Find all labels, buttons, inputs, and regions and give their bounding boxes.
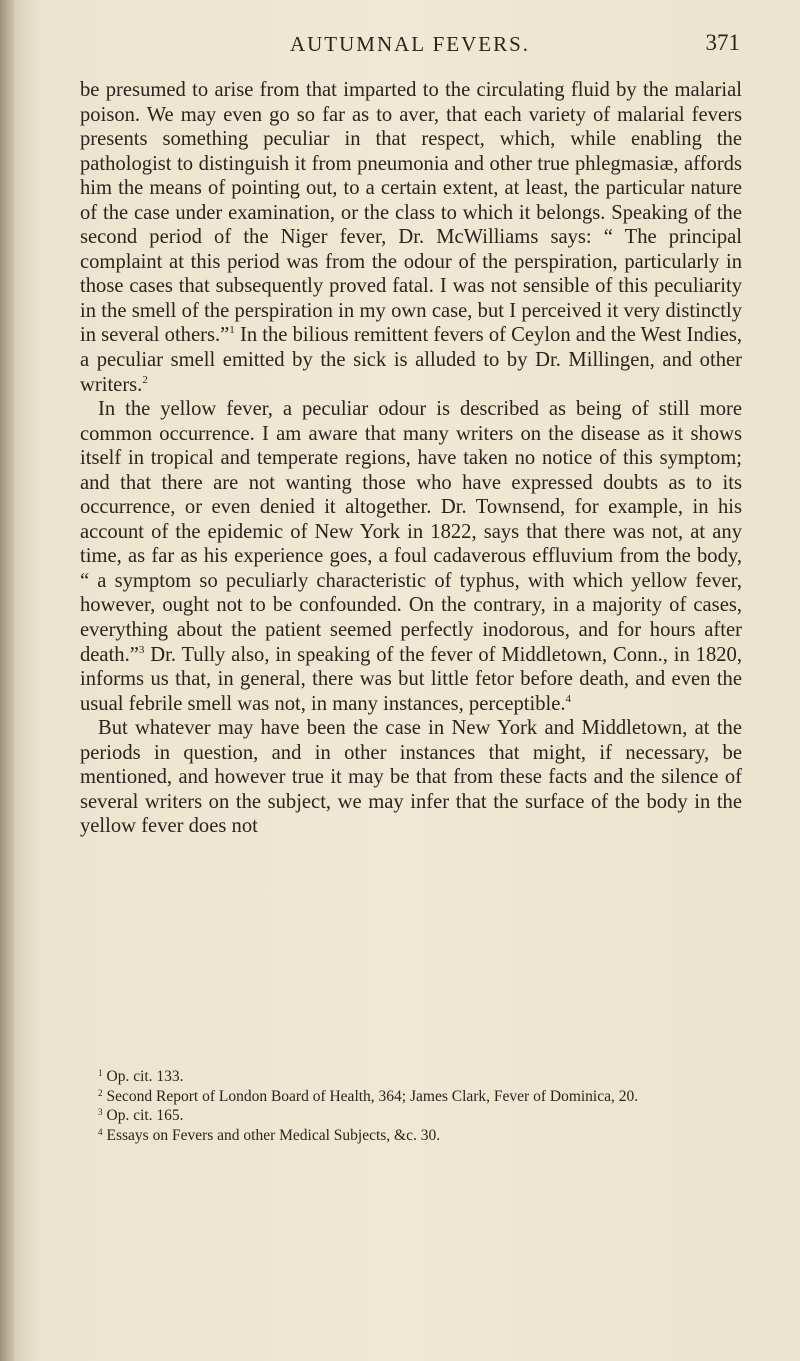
footnote-3 <box>80 1106 742 1126</box>
text-run: Dr. Tully also, in speaking of the fever of Middletown, Conn., in 1820, informs us that, in general, there was but little fetor before death, and even the usual febrile smell was not, in many instances, perceptible. <box>80 643 742 715</box>
footnote-text: Op. cit. 165. <box>106 1107 184 1124</box>
running-title: AUTUMNAL FEVERS. <box>289 32 531 56</box>
footnote-ref: 1 <box>229 324 235 337</box>
footnote-text: Second Report of London Board of Health, 364; James Clark, Fever of Dominica, 20. <box>106 1087 639 1105</box>
text-run: In the bilious remittent fevers of Ceylon and the West Indies, a peculiar smell emitted by the sick is alluded to by Dr. Millingen, and other writers. <box>80 324 742 396</box>
footnote-text: Op. cit. 133. <box>106 1068 184 1085</box>
body-text <box>80 78 742 839</box>
page-header <box>80 28 740 58</box>
footnote-mark: 4 <box>98 1126 103 1137</box>
footnote-ref: 3 <box>138 643 145 656</box>
footnote-2 <box>80 1087 742 1107</box>
footnotes <box>80 1067 742 1145</box>
paragraph-3 <box>80 716 742 839</box>
footnote-mark: 2 <box>98 1087 103 1098</box>
text-run: be presumed to arise from that imparted to the circulating fluid by the malarial poison. We may even go so far as to aver, that each variety of malarial fevers presents something peculiar in that respect, which, while enabling the pathologist to distinguish it from pneumonia and other true phlegmasiæ, affords him the means of pointing out, to a certain extent, at least, the particular nature of the case under examination, or the class to which it belongs. Speaking of the second period of the Niger fever, Dr. McWilliams says: “ The principal complaint at this period was from the odour of the perspiration, particularly in those cases that subsequently proved fatal. I was not sensible of this peculiarity in the smell of the perspiration in my own case, but I perceived it very distinctly in several others.” <box>80 79 742 347</box>
page-number: 371 <box>705 30 740 55</box>
footnote-ref: 2 <box>142 373 148 386</box>
text-run: In the yellow fever, a peculiar odour is described as being of still more common occurrence. I am aware that many writers on the disease as it shows itself in tropical and temperate regions, have taken no notice of this symptom; and that there are not wanting those who have expressed doubts as to its occurrence, or even denied it altogether. Dr. Townsend, for example, in his account of the epidemic of New York in 1822, says that there was not, at any time, as far as his experience goes, a foul cadaverous effluvium from the body, “ a symptom so peculiarly characteristic of typhus, with which yellow fever, however, ought not to be confounded. On the contrary, in a majority of cases, everything about the patient seemed perfectly inodorous, and for hours after death.” <box>80 398 742 666</box>
footnote-mark: 3 <box>98 1107 103 1117</box>
paragraph-1 <box>80 78 742 397</box>
page-spine-shadow <box>0 0 14 1361</box>
footnote-1 <box>80 1067 742 1087</box>
footnote-4 <box>80 1126 742 1146</box>
footnote-ref: 4 <box>565 692 572 705</box>
footnote-text: Essays on Fevers and other Medical Subjects, &c. 30. <box>106 1126 441 1144</box>
paragraph-2 <box>80 397 742 716</box>
text-run: But whatever may have been the case in New York and Middletown, at the periods in question, and in other instances that might, if necessary, be mentioned, and however true it may be that from these facts and the silence of several writers on the subject, we may infer that the surface of the body in the yellow fever does not <box>80 717 742 838</box>
footnote-mark: 1 <box>98 1068 103 1078</box>
